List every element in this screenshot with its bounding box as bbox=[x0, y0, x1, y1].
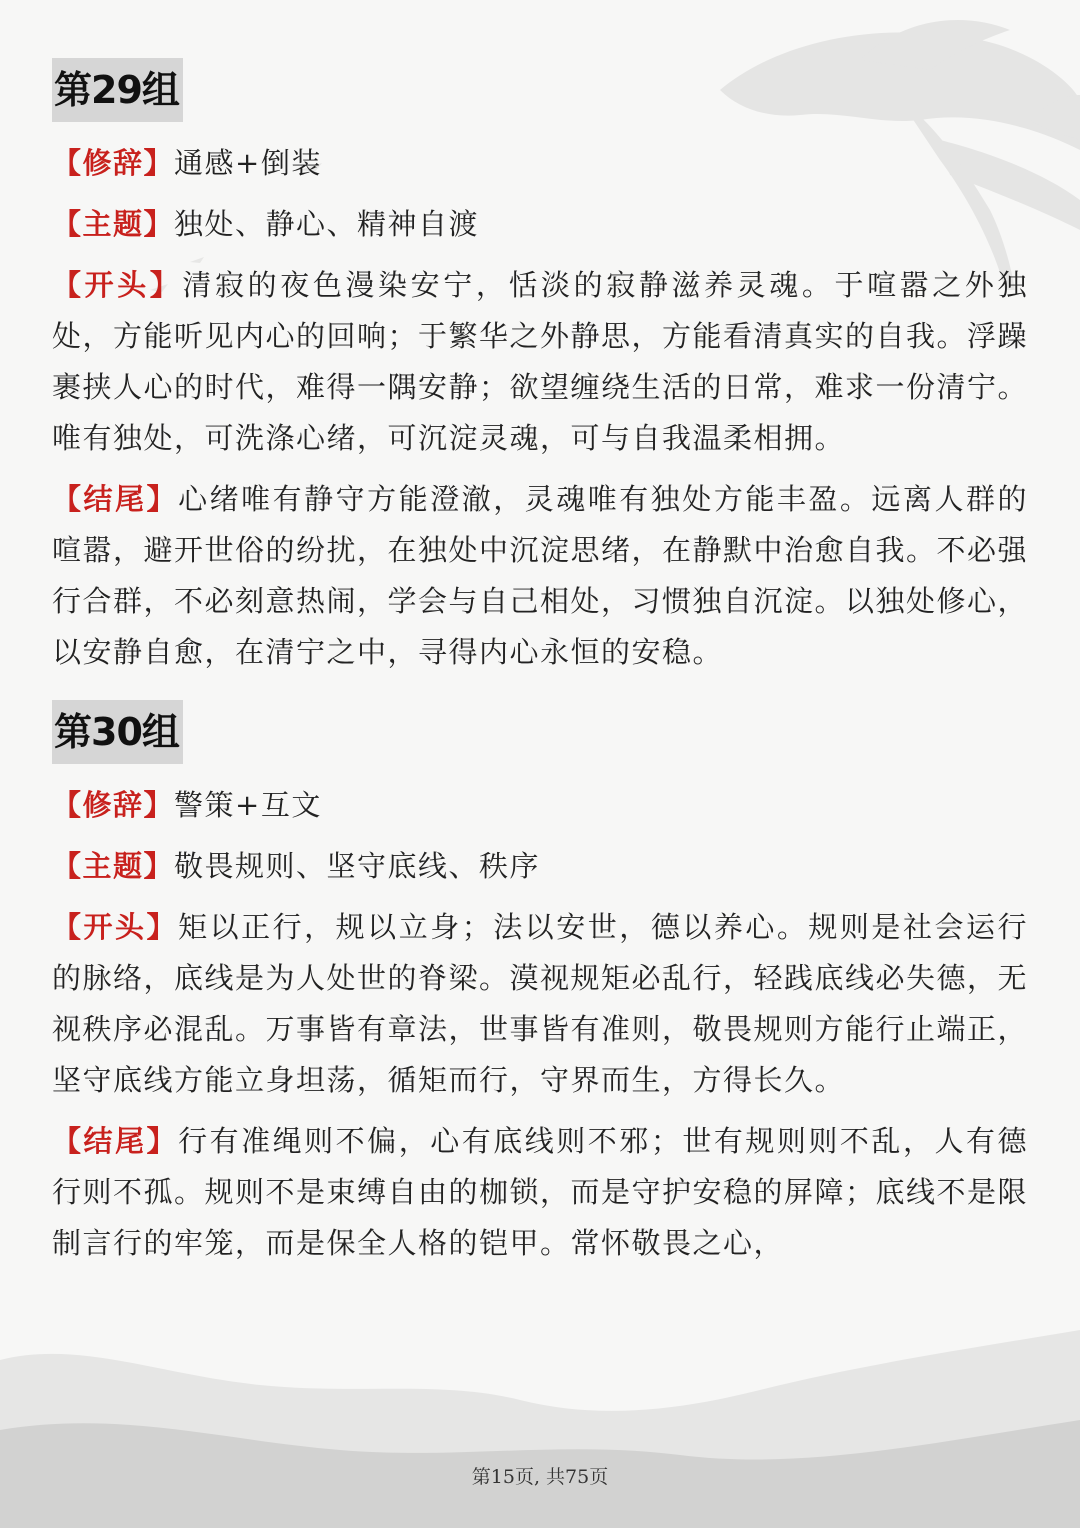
page-content bbox=[52, 58, 1028, 1291]
page-number: 第15页, 共75页 bbox=[471, 1466, 609, 1488]
field-tag: 【修辞】 bbox=[52, 788, 175, 822]
field-text: 行有准绳则不偏，心有底线则不邪；世有规则则不乱，人有德行则不孤。规则不是束缚自由的枷锁，而是守护安稳的屏障；底线不是限制言行的牢笼，而是保全人格的铠甲。常怀敬畏之心， bbox=[52, 1124, 1029, 1260]
field-text: 敬畏规则、坚守底线、秩序 bbox=[174, 849, 541, 883]
ending-paragraph bbox=[52, 1116, 1028, 1269]
field-tag: 【结尾】 bbox=[52, 482, 179, 516]
field-text: 警策+互文 bbox=[174, 788, 322, 822]
group-title: 第29组 bbox=[52, 58, 183, 122]
ending-paragraph bbox=[52, 474, 1028, 678]
group-title: 第30组 bbox=[52, 700, 183, 764]
field-text: 心绪唯有静守方能澄澈，灵魂唯有独处方能丰盈。远离人群的喧嚣，避开世俗的纷扰，在独处中沉淀思绪，在静默中治愈自我。不必强行合群，不必刻意热闹，学会与自己相处，习惯独自沉淀。以独处修心，以安静自愈，在清宁之中，寻得内心永恒的安稳。 bbox=[52, 482, 1029, 669]
theme-field bbox=[52, 199, 1028, 250]
field-tag: 【开头】 bbox=[52, 268, 183, 302]
field-text: 独处、静心、精神自渡 bbox=[174, 207, 480, 241]
field-text: 通感+倒装 bbox=[174, 146, 322, 180]
field-tag: 【开头】 bbox=[52, 910, 179, 944]
group-30 bbox=[52, 700, 1028, 1269]
rhetoric-field bbox=[52, 138, 1028, 189]
rhetoric-field bbox=[52, 780, 1028, 831]
group-29 bbox=[52, 58, 1028, 678]
field-tag: 【主题】 bbox=[52, 207, 175, 241]
field-tag: 【结尾】 bbox=[52, 1124, 179, 1158]
field-tag: 【修辞】 bbox=[52, 146, 175, 180]
field-text: 清寂的夜色漫染安宁，恬淡的寂静滋养灵魂。于喧嚣之外独处，方能听见内心的回响；于繁华之外静思，方能看清真实的自我。浮躁裹挟人心的时代，难得一隅安静；欲望缠绕生活的日常，难求一份清宁。唯有独处，可洗涤心绪，可沉淀灵魂，可与自我温柔相拥。 bbox=[52, 268, 1029, 455]
theme-field bbox=[52, 841, 1028, 892]
opening-paragraph bbox=[52, 902, 1028, 1106]
field-text: 矩以正行，规以立身；法以安世，德以养心。规则是社会运行的脉络，底线是为人处世的脊梁。漠视规矩必乱行，轻践底线必失德，无视秩序必混乱。万事皆有章法，世事皆有准则，敬畏规则方能行止端正，坚守底线方能立身坦荡，循矩而行，守界而生，方得长久。 bbox=[52, 910, 1029, 1097]
field-tag: 【主题】 bbox=[52, 849, 175, 883]
opening-paragraph bbox=[52, 260, 1028, 464]
